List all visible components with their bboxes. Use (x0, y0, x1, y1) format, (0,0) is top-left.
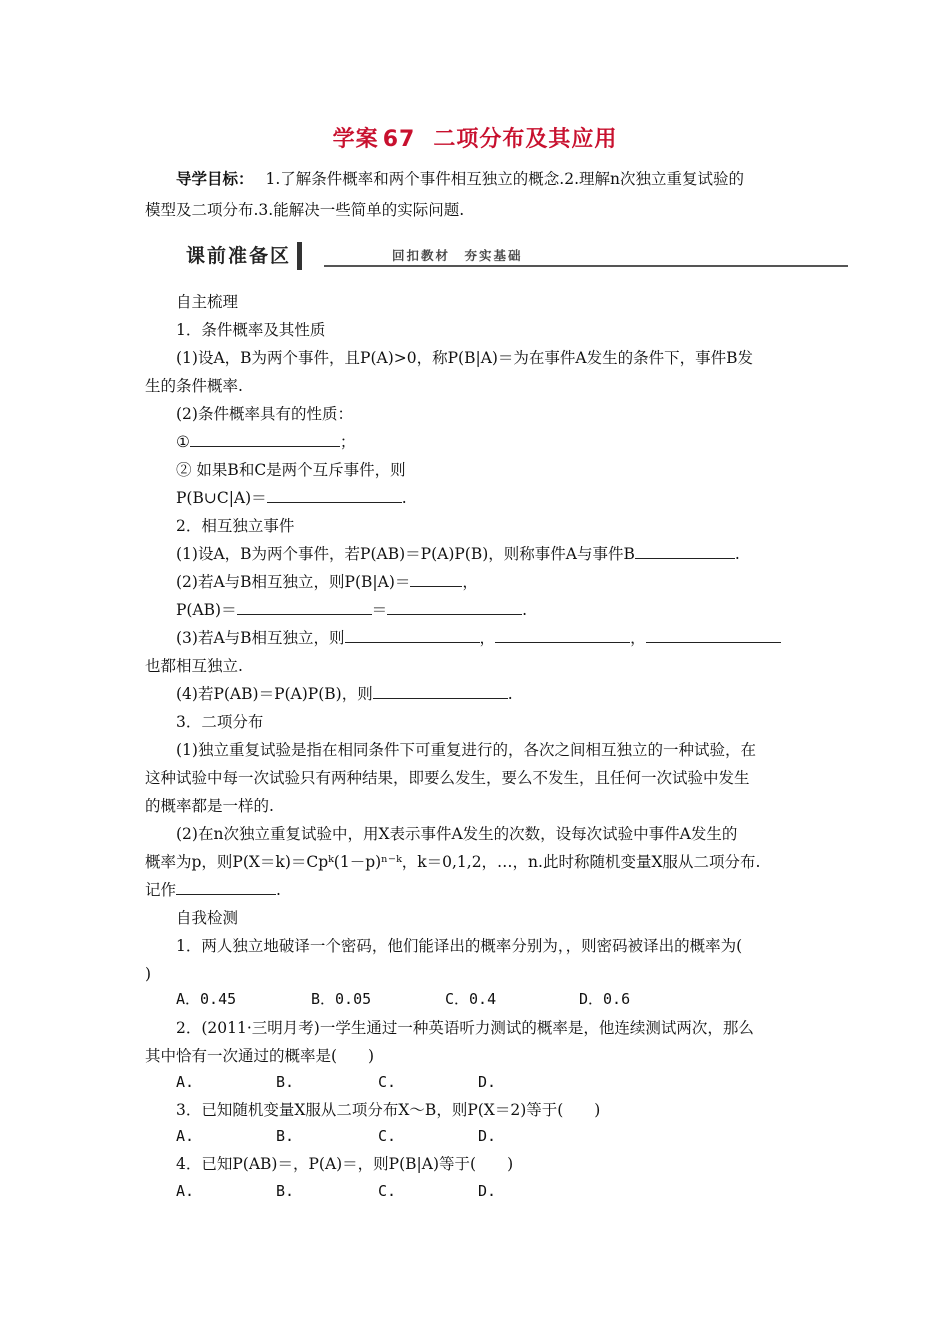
answer-blank[interactable] (635, 544, 735, 559)
option-d[interactable]: D. (478, 1127, 497, 1145)
text-line: (2)在n次独立重复试验中，用X表示事件A发生的次数，设每次试验中事件A发生的 (176, 825, 738, 843)
blank-line: P(B∪C|A)＝ . (176, 489, 407, 507)
option-d[interactable]: D．0.6 (579, 990, 631, 1008)
answer-blank[interactable] (176, 880, 276, 895)
goals-line-1: 1.了解条件概率和两个事件相互独立的概念.2.理解n次独立重复试验的 (265, 170, 745, 188)
subsection-title: 自我检测 (176, 909, 239, 927)
answer-blank[interactable] (190, 432, 340, 447)
option-a[interactable]: A. (176, 1127, 195, 1145)
banner-rule (324, 265, 848, 267)
item-heading: 2．相互独立事件 (176, 517, 295, 535)
option-a[interactable]: A．0.45 (176, 990, 237, 1008)
text-line: 的概率都是一样的. (145, 797, 274, 815)
banner-subtitle: 回扣教材 夯实基础 (392, 248, 523, 263)
text-line: (1)设A，B为两个事件，且P(A)>0，称P(B|A)＝为在事件A发生的条件下，事件B发 (176, 349, 754, 367)
option-d[interactable]: D. (478, 1182, 497, 1200)
question-3: 3．已知随机变量X服从二项分布X～B，则P(X＝2)等于( ) (176, 1101, 601, 1119)
title-number: 67 (382, 127, 416, 152)
learning-goals (145, 164, 825, 226)
section-banner (180, 242, 848, 272)
option-b[interactable]: B. (276, 1073, 295, 1091)
option-c[interactable]: C. (378, 1182, 397, 1200)
blank-line: (2)若A与B相互独立，则P(B|A)＝ ， (176, 573, 478, 591)
question-1: 1．两人独立地破译一个密码，他们能译出的概率分别为，，则密码被译出的概率为( (176, 937, 743, 955)
option-a[interactable]: A. (176, 1073, 195, 1091)
text-line: 生的条件概率. (145, 377, 243, 395)
item-heading: 1．条件概率及其性质 (176, 321, 326, 339)
text-line: ② 如果B和C是两个互斥事件，则 (176, 461, 406, 479)
option-c[interactable]: C. (378, 1127, 397, 1145)
title-topic: 二项分布及其应用 (433, 127, 618, 152)
answer-blank[interactable] (373, 684, 508, 699)
text-line: 这种试验中每一次试验只有两种结果，即要么发生，要么不发生，且任何一次试验中发生 (145, 769, 750, 787)
answer-blank[interactable] (646, 628, 781, 643)
subsection-title: 自主梳理 (176, 293, 239, 311)
question-2-cont: 其中恰有一次通过的概率是( ) (145, 1047, 375, 1065)
answer-blank[interactable] (387, 600, 522, 615)
title-prefix: 学案 (332, 127, 379, 152)
blank-line: (3)若A与B相互独立，则 ， ， (176, 627, 781, 649)
answer-blank[interactable] (410, 572, 462, 587)
option-b[interactable]: B．0.05 (311, 990, 372, 1008)
question-1-close: ) (145, 965, 152, 983)
text-line: (1)独立重复试验是指在相同条件下可重复进行的，各次之间相互独立的一种试验，在 (176, 741, 756, 759)
option-a[interactable]: A. (176, 1182, 195, 1200)
goals-line-2: 模型及二项分布.3.能解决一些简单的实际问题. (145, 201, 465, 219)
answer-blank[interactable] (345, 628, 480, 643)
option-b[interactable]: B. (276, 1182, 295, 1200)
answer-blank[interactable] (267, 488, 402, 503)
text-line: (2)条件概率具有的性质： (176, 405, 353, 423)
blank-line: (4)若P(AB)＝P(A)P(B)，则 . (176, 685, 513, 703)
option-c[interactable]: C. (378, 1073, 397, 1091)
blank-line: P(AB)＝ ＝ . (176, 601, 528, 619)
answer-blank[interactable] (495, 628, 630, 643)
answer-blank[interactable] (237, 600, 372, 615)
banner-heading: 课前准备区 (180, 242, 302, 270)
blank-line: ① ； (176, 433, 356, 451)
option-d[interactable]: D. (478, 1073, 497, 1091)
blank-line: (1)设A，B为两个事件，若P(AB)＝P(A)P(B)，则称事件A与事件B . (176, 545, 740, 563)
text-line: 概率为p，则P(X＝k)＝Cpᵏ(1－p)ⁿ⁻ᵏ，k＝0,1,2，…，n.此时称随机变量X服从二项分布. (145, 853, 761, 871)
option-c[interactable]: C．0.4 (445, 990, 497, 1008)
question-4: 4．已知P(AB)＝，P(A)＝，则P(B|A)等于( ) (176, 1155, 514, 1173)
option-b[interactable]: B. (276, 1127, 295, 1145)
question-2: 2．(2011·三明月考)一学生通过一种英语听力测试的概率是，他连续测试两次，那么 (176, 1019, 754, 1037)
item-heading: 3．二项分布 (176, 713, 264, 731)
blank-line: 记作 . (145, 881, 281, 899)
text-line: 也都相互独立. (145, 657, 243, 675)
goals-label: 导学目标： (176, 170, 254, 188)
page-title (0, 122, 950, 153)
